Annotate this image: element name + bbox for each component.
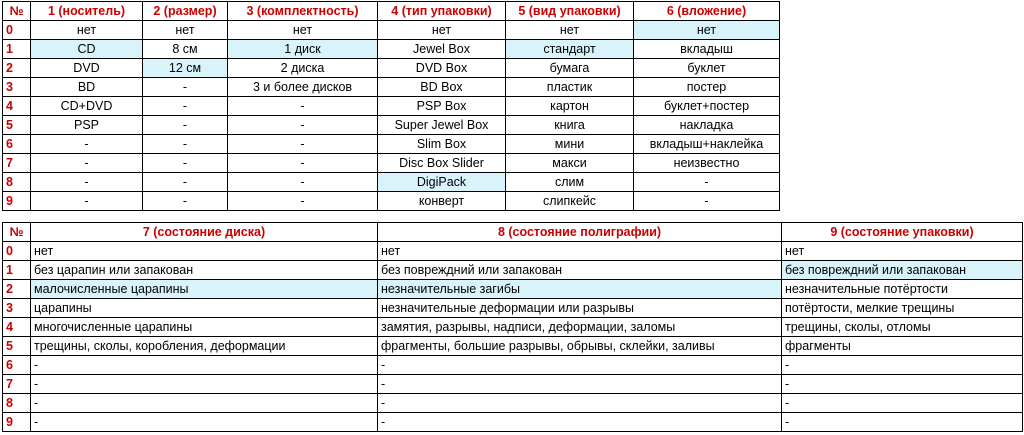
table-cell: CD+DVD bbox=[31, 97, 143, 116]
column-header: 8 (состояние полиграфии) bbox=[378, 223, 782, 242]
condition-codes-table bbox=[2, 222, 1023, 432]
table-cell: BD Box bbox=[378, 78, 506, 97]
table-cell: незначительные потёртости bbox=[782, 280, 1023, 299]
table-cell: нет bbox=[378, 242, 782, 261]
table-cell: буклет bbox=[634, 59, 780, 78]
row-number: 1 bbox=[3, 40, 31, 59]
table-cell: незначительные деформации или разрывы bbox=[378, 299, 782, 318]
table-row bbox=[3, 97, 780, 116]
table-cell: PSP bbox=[31, 116, 143, 135]
table-row bbox=[3, 78, 780, 97]
table-cell: трещины, сколы, отломы bbox=[782, 318, 1023, 337]
table-cell: DigiPack bbox=[378, 173, 506, 192]
row-number: 2 bbox=[3, 59, 31, 78]
row-number: 9 bbox=[3, 413, 31, 432]
table-cell: - bbox=[634, 192, 780, 211]
table-cell: вкладыш+наклейка bbox=[634, 135, 780, 154]
column-header: 2 (размер) bbox=[143, 2, 228, 21]
table-cell: фрагменты bbox=[782, 337, 1023, 356]
column-header: 6 (вложение) bbox=[634, 2, 780, 21]
table-cell: - bbox=[782, 375, 1023, 394]
table-cell: мини bbox=[506, 135, 634, 154]
table-cell: малочисленные царапины bbox=[31, 280, 378, 299]
table-cell: - bbox=[143, 154, 228, 173]
table-cell: нет bbox=[378, 21, 506, 40]
table-cell: нет bbox=[143, 21, 228, 40]
table-header-row bbox=[3, 223, 1023, 242]
table-cell: - bbox=[31, 192, 143, 211]
column-header-number: № bbox=[3, 223, 31, 242]
row-number: 4 bbox=[3, 97, 31, 116]
table-cell: - bbox=[143, 192, 228, 211]
table-cell: - bbox=[31, 135, 143, 154]
table-cell: Slim Box bbox=[378, 135, 506, 154]
table-cell: 2 диска bbox=[228, 59, 378, 78]
table-cell: нет bbox=[634, 21, 780, 40]
table-row bbox=[3, 280, 1023, 299]
table-cell: 3 и более дисков bbox=[228, 78, 378, 97]
table-cell: бумага bbox=[506, 59, 634, 78]
table-row bbox=[3, 154, 780, 173]
table-cell: буклет+постер bbox=[634, 97, 780, 116]
table-cell: - bbox=[634, 173, 780, 192]
table-cell: незначительные загибы bbox=[378, 280, 782, 299]
row-number: 1 bbox=[3, 261, 31, 280]
table-cell: Disc Box Slider bbox=[378, 154, 506, 173]
table-row bbox=[3, 375, 1023, 394]
column-header: 1 (носитель) bbox=[31, 2, 143, 21]
column-header-number: № bbox=[3, 2, 31, 21]
table-row bbox=[3, 40, 780, 59]
row-number: 0 bbox=[3, 242, 31, 261]
table-row bbox=[3, 318, 1023, 337]
table-cell: - bbox=[228, 154, 378, 173]
row-number: 6 bbox=[3, 356, 31, 375]
table-cell: потёртости, мелкие трещины bbox=[782, 299, 1023, 318]
row-number: 4 bbox=[3, 318, 31, 337]
table-row bbox=[3, 116, 780, 135]
table-row bbox=[3, 192, 780, 211]
table-cell: нет bbox=[782, 242, 1023, 261]
table-header-row bbox=[3, 2, 780, 21]
row-number: 9 bbox=[3, 192, 31, 211]
row-number: 8 bbox=[3, 173, 31, 192]
table-cell: - bbox=[378, 356, 782, 375]
table-cell: 8 см bbox=[143, 40, 228, 59]
table-cell: накладка bbox=[634, 116, 780, 135]
table-cell: - bbox=[31, 394, 378, 413]
column-header: 9 (состояние упаковки) bbox=[782, 223, 1023, 242]
table-cell: - bbox=[143, 78, 228, 97]
table-cell: вкладыш bbox=[634, 40, 780, 59]
table-cell: без повреждний или запакован bbox=[782, 261, 1023, 280]
row-number: 3 bbox=[3, 299, 31, 318]
table-cell: Jewel Box bbox=[378, 40, 506, 59]
table-cell: - bbox=[782, 413, 1023, 432]
table-cell: нет bbox=[31, 242, 378, 261]
row-number: 2 bbox=[3, 280, 31, 299]
table-row bbox=[3, 261, 1023, 280]
column-header: 7 (состояние диска) bbox=[31, 223, 378, 242]
table-row bbox=[3, 337, 1023, 356]
row-number: 5 bbox=[3, 337, 31, 356]
table-cell: Super Jewel Box bbox=[378, 116, 506, 135]
table-cell: 1 диск bbox=[228, 40, 378, 59]
table-cell: - bbox=[378, 394, 782, 413]
row-number: 3 bbox=[3, 78, 31, 97]
table-cell: - bbox=[143, 173, 228, 192]
table-cell: стандарт bbox=[506, 40, 634, 59]
table-row bbox=[3, 413, 1023, 432]
table-cell: пластик bbox=[506, 78, 634, 97]
table-cell: картон bbox=[506, 97, 634, 116]
table-cell: - bbox=[228, 97, 378, 116]
table-cell: конверт bbox=[378, 192, 506, 211]
table-row bbox=[3, 135, 780, 154]
table-row bbox=[3, 394, 1023, 413]
table-cell: без царапин или запакован bbox=[31, 261, 378, 280]
table-cell: 12 см bbox=[143, 59, 228, 78]
table-row bbox=[3, 173, 780, 192]
table-cell: - bbox=[31, 356, 378, 375]
table-cell: - bbox=[378, 375, 782, 394]
table-row bbox=[3, 299, 1023, 318]
row-number: 6 bbox=[3, 135, 31, 154]
table-row bbox=[3, 242, 1023, 261]
table-cell: - bbox=[31, 375, 378, 394]
row-number: 8 bbox=[3, 394, 31, 413]
table-cell: - bbox=[228, 116, 378, 135]
table-cell: - bbox=[782, 394, 1023, 413]
table-cell: нет bbox=[228, 21, 378, 40]
row-number: 5 bbox=[3, 116, 31, 135]
table-cell: BD bbox=[31, 78, 143, 97]
table-cell: макси bbox=[506, 154, 634, 173]
column-header: 3 (комплектность) bbox=[228, 2, 378, 21]
row-number: 7 bbox=[3, 154, 31, 173]
table-cell: - bbox=[143, 135, 228, 154]
table-cell: трещины, сколы, коробления, деформации bbox=[31, 337, 378, 356]
table-cell: без повреждний или запакован bbox=[378, 261, 782, 280]
row-number: 7 bbox=[3, 375, 31, 394]
table-cell: фрагменты, большие разрывы, обрывы, склейки, заливы bbox=[378, 337, 782, 356]
table-cell: - bbox=[31, 173, 143, 192]
table-cell: слипкейс bbox=[506, 192, 634, 211]
table-cell: PSP Box bbox=[378, 97, 506, 116]
table-cell: многочисленные царапины bbox=[31, 318, 378, 337]
table-cell: - bbox=[378, 413, 782, 432]
table-row bbox=[3, 21, 780, 40]
table-cell: постер bbox=[634, 78, 780, 97]
table-cell: замятия, разрывы, надписи, деформации, заломы bbox=[378, 318, 782, 337]
table-cell: - bbox=[228, 192, 378, 211]
table-cell: - bbox=[143, 116, 228, 135]
table-row bbox=[3, 356, 1023, 375]
column-header: 5 (вид упаковки) bbox=[506, 2, 634, 21]
packaging-codes-table bbox=[2, 1, 780, 211]
table-cell: нет bbox=[31, 21, 143, 40]
table-cell: CD bbox=[31, 40, 143, 59]
table-cell: царапины bbox=[31, 299, 378, 318]
table-cell: - bbox=[143, 97, 228, 116]
table-cell: книга bbox=[506, 116, 634, 135]
table-cell: неизвестно bbox=[634, 154, 780, 173]
table-cell: - bbox=[228, 135, 378, 154]
table-cell: DVD Box bbox=[378, 59, 506, 78]
table-cell: слим bbox=[506, 173, 634, 192]
table-cell: - bbox=[228, 173, 378, 192]
table-cell: - bbox=[31, 154, 143, 173]
table-cell: нет bbox=[506, 21, 634, 40]
table-cell: - bbox=[782, 356, 1023, 375]
row-number: 0 bbox=[3, 21, 31, 40]
column-header: 4 (тип упаковки) bbox=[378, 2, 506, 21]
table-row bbox=[3, 59, 780, 78]
table-cell: - bbox=[31, 413, 378, 432]
table-cell: DVD bbox=[31, 59, 143, 78]
